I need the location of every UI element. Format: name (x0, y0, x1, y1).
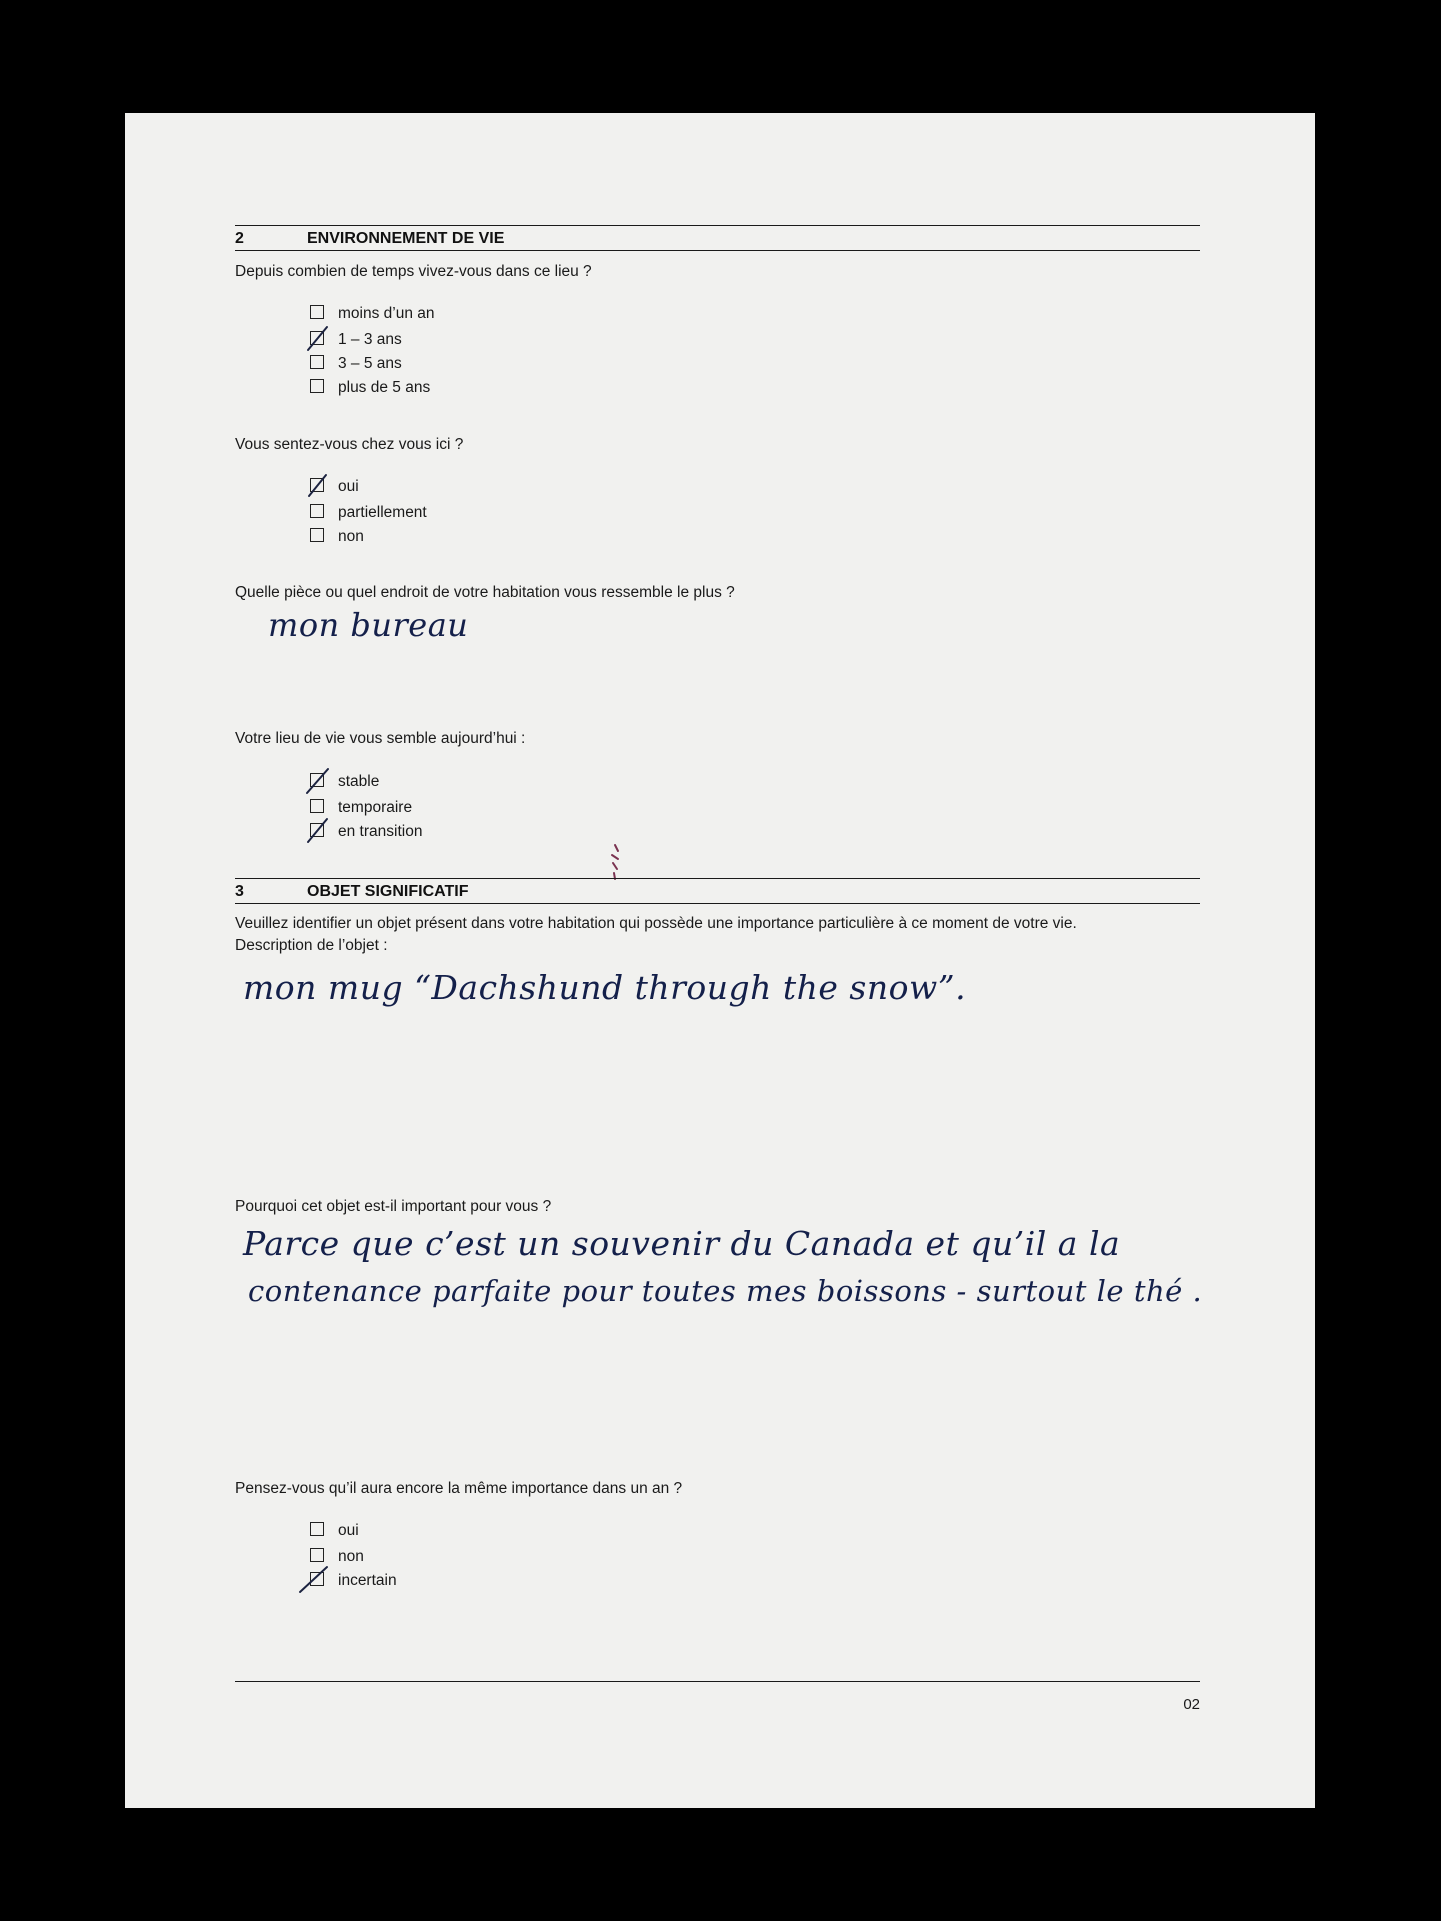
section-3-title: OBJET SIGNIFICATIF (307, 883, 469, 900)
checkbox-checked[interactable] (310, 331, 324, 345)
checkbox[interactable] (310, 1522, 324, 1536)
handwritten-answer-why-line-2: contenance parfaite pour toutes mes boissons - surtout le thé . (248, 1274, 1203, 1308)
checkbox-checked[interactable] (310, 1572, 324, 1586)
checkbox[interactable] (310, 305, 324, 319)
footer-rule (235, 1681, 1200, 1682)
option-label: 3 – 5 ans (338, 355, 402, 372)
check-mark-icon (306, 817, 332, 845)
option-label: 1 – 3 ans (338, 331, 402, 348)
checkbox[interactable] (310, 355, 324, 369)
checkbox[interactable] (310, 1548, 324, 1562)
section-2-title: ENVIRONNEMENT DE VIE (307, 230, 505, 247)
handwritten-answer-why-line-1: Parce que c’est un souvenir du Canada et qu’il a la (243, 1224, 1121, 1263)
checkbox[interactable] (310, 799, 324, 813)
handwritten-answer-description: mon mug “Dachshund through the snow”. (243, 968, 967, 1007)
option-label: stable (338, 773, 380, 790)
question-room: Quelle pièce ou quel endroit de votre habitation vous ressemble le plus ? (235, 584, 735, 601)
question-place-feeling: Votre lieu de vie vous semble aujourd’hui : (235, 730, 526, 747)
question-duration: Depuis combien de temps vivez-vous dans ce lieu ? (235, 263, 592, 280)
question-feel-at-home: Vous sentez-vous chez vous ici ? (235, 436, 464, 453)
section-3-number: 3 (235, 883, 244, 900)
option-label: plus de 5 ans (338, 379, 431, 396)
question-future-importance: Pensez-vous qu’il aura encore la même importance dans un an ? (235, 1480, 683, 1497)
page-number: 02 (1183, 1696, 1200, 1713)
checkbox-checked[interactable] (310, 773, 324, 787)
section-2-top-rule (235, 225, 1200, 226)
section-3-bottom-rule (235, 903, 1200, 904)
checkbox[interactable] (310, 504, 324, 518)
option-label: moins d’un an (338, 305, 435, 322)
question-why-important: Pourquoi cet objet est-il important pour vous ? (235, 1198, 552, 1215)
section-3-top-rule (235, 878, 1200, 879)
option-label: non (338, 528, 364, 545)
option-label: non (338, 1548, 364, 1565)
checkbox[interactable] (310, 528, 324, 542)
ink-smudge-mark (606, 843, 624, 883)
section-3-intro: Veuillez identifier un objet présent dans votre habitation qui possède une importance particulière à ce moment de votre vie. (235, 915, 1077, 932)
section-2-number: 2 (235, 230, 244, 247)
option-label: incertain (338, 1572, 397, 1589)
handwritten-answer-room: mon bureau (268, 606, 469, 644)
check-mark-icon (306, 472, 332, 500)
section-2-bottom-rule (235, 250, 1200, 251)
option-label: temporaire (338, 799, 413, 816)
option-label: partiellement (338, 504, 427, 521)
checkbox-checked[interactable] (310, 478, 324, 492)
option-label: oui (338, 1522, 359, 1539)
check-mark-icon (306, 767, 332, 795)
checkbox-checked[interactable] (310, 823, 324, 837)
description-label: Description de l’objet : (235, 937, 388, 954)
option-label: oui (338, 478, 359, 495)
check-mark-icon (306, 1566, 336, 1594)
paper-sheet (125, 113, 1315, 1808)
option-label: en transition (338, 823, 423, 840)
check-mark-icon (306, 325, 332, 353)
checkbox[interactable] (310, 379, 324, 393)
